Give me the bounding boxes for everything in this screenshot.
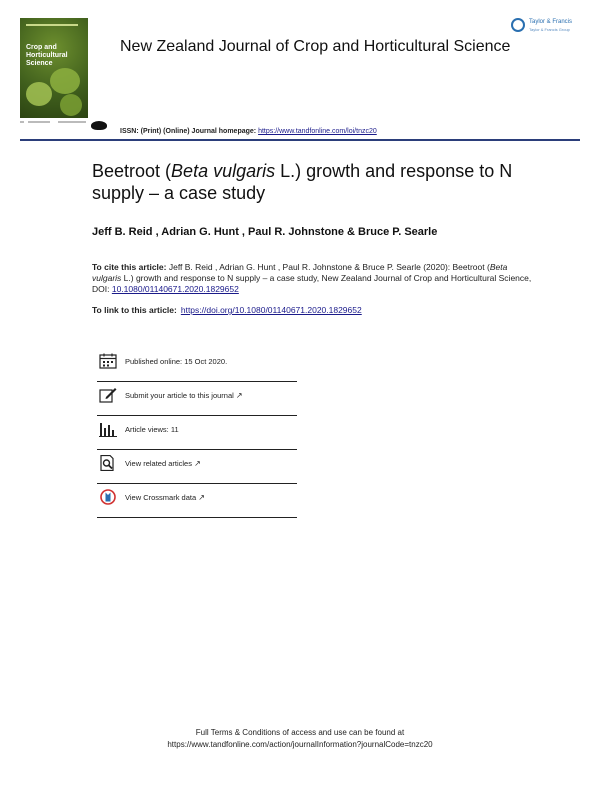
issn-line [120,128,377,135]
link-to-label: To link to this article: [92,305,177,315]
bar-chart-icon [99,421,117,437]
journal-homepage-link[interactable]: https://www.tandfonline.com/loi/tnzc20 [258,128,377,135]
journal-title: New Zealand Journal of Crop and Horticultural Science [120,38,511,55]
submit-article-link[interactable] [125,391,243,400]
crossmark-link[interactable] [125,493,205,502]
link-to-article [92,305,362,315]
citation-text: Jeff B. Reid , Adrian G. Hunt , Paul R. Johnstone & Bruce P. Searle (2020): Beetroot ( [166,262,490,272]
external-link-icon: ↗ [235,391,243,400]
footer-terms-link[interactable]: https://www.tandfonline.com/action/journalInformation?journalCode=tnzc20 [167,740,433,749]
cover-title-line: Crop and [26,44,57,51]
cover-title-line: Science [26,60,53,67]
related-articles-link[interactable] [125,459,201,468]
citation-doi-link[interactable]: 10.1080/01140671.2020.1829652 [111,284,239,294]
info-item-views [97,416,297,450]
external-link-icon: ↗ [194,459,201,468]
article-title [92,160,552,204]
publisher-logo-group: Taylor & Francis Group [529,27,570,32]
publisher-logo-name: Taylor & Francis [529,19,573,25]
submit-article-text: Submit your article to this journal [125,391,234,400]
article-info-list [97,348,297,518]
footer-terms-text: Full Terms & Conditions of access and use can be found at [195,728,405,737]
article-doi-link[interactable]: https://doi.org/10.1080/01140671.2020.1829652 [180,305,362,315]
publisher-logo-icon [511,18,525,32]
cover-logo-strip [20,118,88,126]
authors: Jeff B. Reid , Adrian G. Hunt , Paul R. Johnstone & Bruce P. Searle [92,226,438,238]
citation-species: Beta vulgaris [92,262,508,283]
info-item-published [97,348,297,382]
citation-text: L.) growth and response to N supply – a case study, New Zealand Journal of Crop and Horticultural Science, DOI: [92,273,532,294]
mouse-logo-icon [91,121,107,130]
article-title-species: Beta vulgaris [171,161,276,181]
edit-icon [99,387,117,403]
article-title-text: Beetroot ( [92,161,172,181]
related-articles-text: View related articles [125,459,192,468]
published-date-text: Published online: 15 Oct 2020. [125,357,228,366]
calendar-icon [99,353,117,369]
crossmark-icon [99,489,117,505]
article-title-text: L.) growth and response to N supply – a case study [92,161,513,203]
citation [92,262,532,295]
external-link-icon: ↗ [198,493,205,502]
citation-label: To cite this article: [92,262,167,272]
cover-title-line: Horticultural [26,52,68,59]
journal-cover-image [20,18,88,118]
article-views-text: Article views: 11 [125,425,179,434]
search-doc-icon [99,455,117,471]
issn-text: ISSN: (Print) (Online) Journal homepage: [120,128,257,135]
footer [0,727,600,751]
info-item-submit[interactable] [97,382,297,416]
header-divider [20,139,580,141]
info-item-crossmark[interactable] [97,484,297,518]
crossmark-text: View Crossmark data [125,493,197,502]
publisher-logo[interactable] [511,16,581,36]
info-item-related[interactable] [97,450,297,484]
